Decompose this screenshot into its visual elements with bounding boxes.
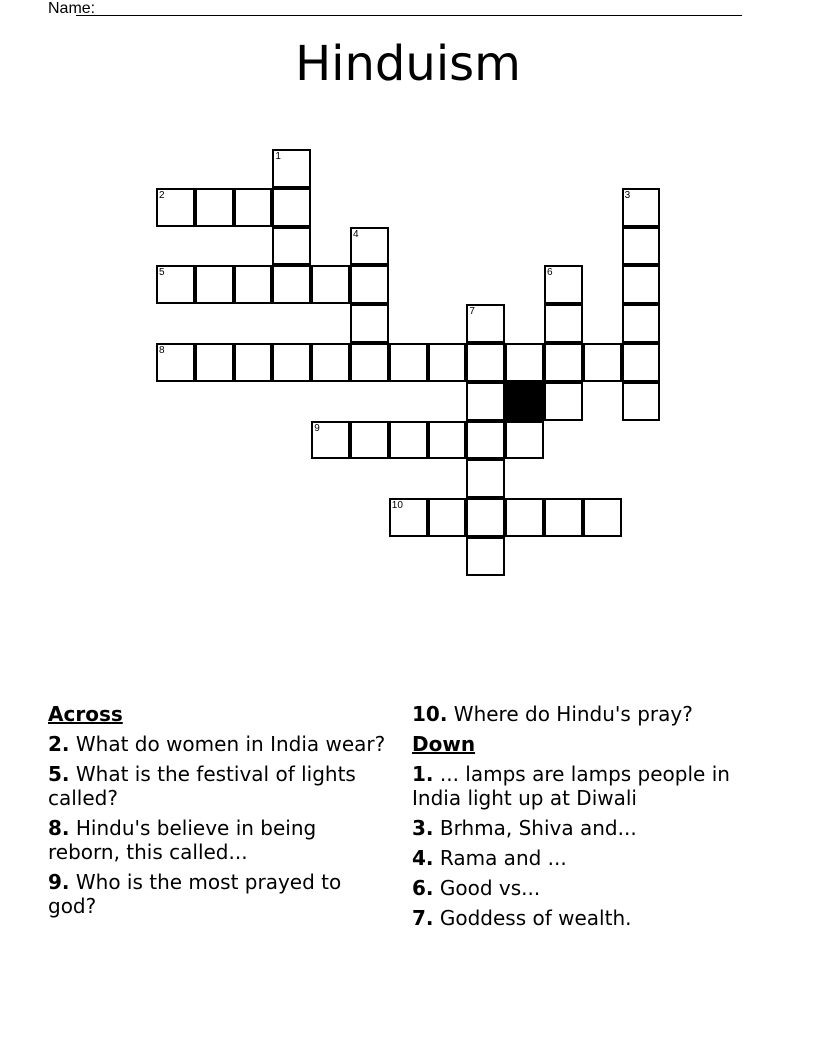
across-clue-5 [48, 762, 388, 810]
grid-cell[interactable] [311, 265, 350, 304]
grid-cell[interactable] [272, 188, 311, 227]
grid-cell[interactable] [622, 382, 661, 421]
grid-cell[interactable] [505, 421, 544, 460]
grid-cell[interactable] [466, 343, 505, 382]
clue-text: Hindu's believe in being reborn, this called... [48, 816, 317, 864]
down-clue-3 [412, 816, 762, 840]
grid-cell[interactable] [428, 343, 467, 382]
grid-cell[interactable] [234, 188, 273, 227]
clue-text: Goddess of wealth. [439, 906, 632, 930]
across-clue-2 [48, 732, 388, 756]
cell-number: 7 [469, 306, 475, 318]
grid-cell[interactable] [195, 265, 234, 304]
grid-cell[interactable] [544, 304, 583, 343]
grid-cell[interactable] [544, 343, 583, 382]
clue-text: Rama and ... [439, 846, 567, 870]
cell-number: 9 [314, 422, 320, 434]
clue-number: 6. [412, 876, 434, 900]
grid-cell[interactable] [622, 304, 661, 343]
clue-text: What is the festival of lights called? [48, 762, 356, 810]
grid-cell[interactable] [350, 304, 389, 343]
blocked-cell [505, 382, 544, 421]
grid-cell[interactable] [195, 343, 234, 382]
grid-cell[interactable] [234, 265, 273, 304]
clue-number: 1. [412, 762, 434, 786]
grid-cell[interactable] [389, 498, 428, 537]
grid-cell[interactable] [428, 498, 467, 537]
clue-text: Brhma, Shiva and... [439, 816, 637, 840]
grid-cell[interactable] [505, 343, 544, 382]
grid-cell[interactable] [272, 227, 311, 266]
clue-number: 5. [48, 762, 70, 786]
grid-cell[interactable] [350, 265, 389, 304]
grid-cell[interactable] [311, 343, 350, 382]
cell-number: 1 [275, 151, 281, 162]
clue-number: 2. [48, 732, 70, 756]
grid-cell[interactable] [195, 188, 234, 227]
grid-cell[interactable] [466, 421, 505, 460]
grid-cell[interactable] [234, 343, 273, 382]
down-clue-4 [412, 846, 762, 870]
clue-text: Good vs... [439, 876, 541, 900]
across-clue-8 [48, 816, 388, 864]
cell-number: 10 [391, 500, 403, 512]
grid-cell[interactable] [544, 265, 583, 304]
page-title: Hinduism [295, 36, 521, 92]
grid-cell[interactable] [272, 149, 311, 188]
grid-cell[interactable] [622, 188, 661, 227]
grid-cell[interactable] [350, 343, 389, 382]
grid-cell[interactable] [466, 382, 505, 421]
grid-cell[interactable] [389, 421, 428, 460]
grid-cell[interactable] [428, 421, 467, 460]
grid-cell[interactable] [272, 265, 311, 304]
grid-cell[interactable] [466, 459, 505, 498]
across-heading: Across [48, 702, 123, 726]
grid-cell[interactable] [622, 265, 661, 304]
grid-cell[interactable] [466, 537, 505, 576]
down-clue-6 [412, 876, 762, 900]
grid-cell[interactable] [622, 343, 661, 382]
grid-cell[interactable] [505, 498, 544, 537]
grid-cell[interactable] [544, 382, 583, 421]
cell-number: 8 [159, 345, 165, 356]
across-clue-9 [48, 870, 388, 918]
cell-number: 2 [159, 189, 165, 201]
clue-text: What do women in India wear? [75, 732, 386, 756]
grid-cell[interactable] [156, 265, 195, 304]
cell-number: 4 [353, 228, 359, 240]
clue-number: 8. [48, 816, 70, 840]
grid-cell[interactable] [311, 421, 350, 460]
grid-cell[interactable] [544, 498, 583, 537]
clue-text: ... lamps are lamps people in India light up at Diwali [412, 762, 730, 810]
grid-cell[interactable] [583, 343, 622, 382]
grid-cell[interactable] [622, 227, 661, 266]
clue-text: Who is the most prayed to god? [48, 870, 342, 918]
grid-cell[interactable] [583, 498, 622, 537]
grid-cell[interactable] [350, 227, 389, 266]
clue-text: Where do Hindu's pray? [453, 702, 693, 726]
cell-number: 5 [159, 267, 165, 279]
grid-cell[interactable] [389, 343, 428, 382]
across-clue-10 [412, 702, 762, 726]
cell-number: 6 [547, 267, 553, 279]
down-clue-7 [412, 906, 762, 930]
down-heading: Down [412, 732, 476, 756]
grid-cell[interactable] [350, 421, 389, 460]
clues-right-column [412, 702, 762, 936]
clue-number: 3. [412, 816, 434, 840]
name-label: Name: [48, 0, 96, 17]
clue-number: 4. [412, 846, 434, 870]
grid-cell[interactable] [156, 343, 195, 382]
grid-cell[interactable] [272, 343, 311, 382]
clues-left-column [48, 702, 388, 924]
down-clue-1 [412, 762, 762, 810]
cell-number: 3 [624, 189, 631, 201]
clue-number: 7. [412, 906, 434, 930]
grid-cell[interactable] [466, 498, 505, 537]
clue-number: 10. [412, 702, 448, 726]
grid-cell[interactable] [466, 304, 505, 343]
grid-cell[interactable] [156, 188, 195, 227]
clue-number: 9. [48, 870, 70, 894]
